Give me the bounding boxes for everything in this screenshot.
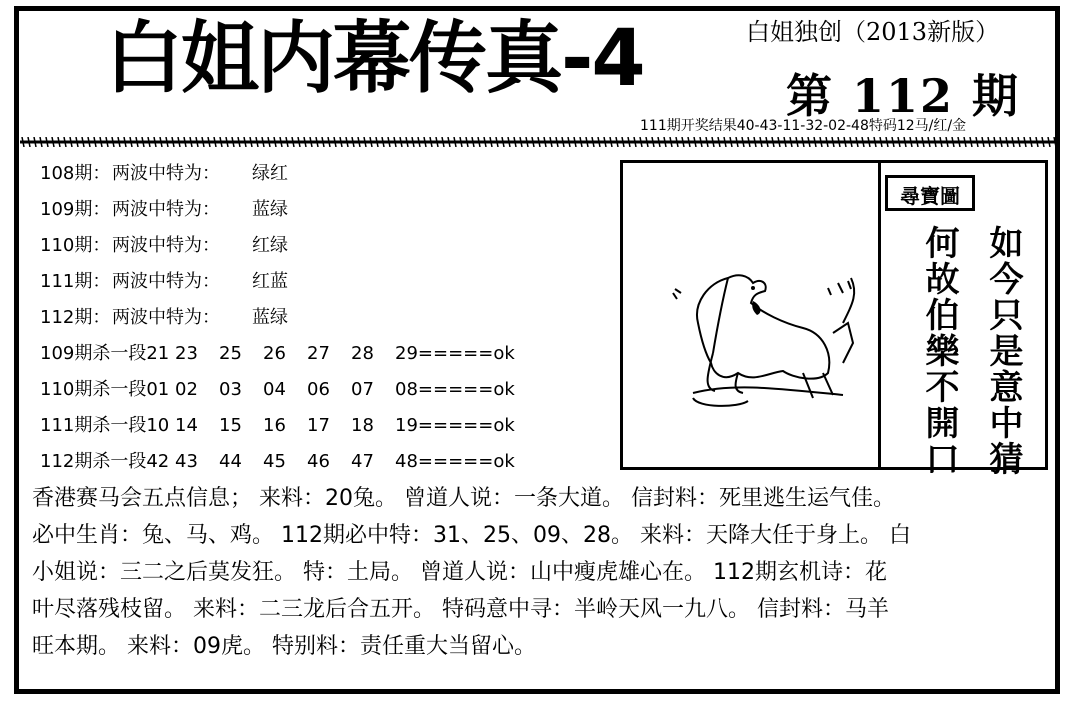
info-paragraph bbox=[32, 480, 1042, 665]
kill-num: 28 bbox=[351, 343, 374, 364]
wave-label: 两波中特为： bbox=[112, 235, 220, 256]
kill-last: 29=====ok bbox=[395, 343, 515, 364]
poem-text: 如今只是意中猜 bbox=[983, 225, 1023, 477]
paragraph-line: 必中生肖：兔、马、鸡。 112期必中特：31、25、09、28。 来料：天降大任于身上。 白 bbox=[32, 523, 911, 548]
kill-num: 07 bbox=[351, 379, 374, 400]
wave-issue: 111期： bbox=[40, 271, 111, 292]
poem-left-column bbox=[921, 225, 961, 477]
kill-num: 02 bbox=[175, 379, 198, 400]
poem-text: 何故伯樂不開口 bbox=[919, 225, 959, 477]
kill-num: 17 bbox=[307, 415, 330, 436]
kill-row bbox=[40, 408, 515, 444]
edition-tag: 白姐独创（2013新版） bbox=[746, 18, 1000, 46]
kill-label: 111期杀一段10 bbox=[40, 415, 170, 436]
kill-num: 03 bbox=[219, 379, 242, 400]
kill-label: 112期杀一段42 bbox=[40, 451, 170, 472]
wave-issue: 110期： bbox=[40, 235, 111, 256]
kill-num: 26 bbox=[263, 343, 286, 364]
kill-last: 08=====ok bbox=[395, 379, 515, 400]
kill-num: 18 bbox=[351, 415, 374, 436]
kill-row bbox=[40, 372, 515, 408]
kill-num: 46 bbox=[307, 451, 330, 472]
paragraph-line: 小姐说：三二之后莫发狂。 特：土局。 曾道人说：山中瘦虎雄心在。 112期玄机诗：花 bbox=[32, 560, 887, 585]
wave-row bbox=[40, 192, 515, 228]
kill-label: 109期杀一段21 bbox=[40, 343, 170, 364]
treasure-picture-box bbox=[620, 160, 1048, 477]
barbed-divider bbox=[20, 137, 1056, 147]
kill-num: 45 bbox=[263, 451, 286, 472]
kill-last: 48=====ok bbox=[395, 451, 515, 472]
wave-label: 两波中特为： bbox=[112, 271, 220, 292]
picture-divider bbox=[878, 163, 881, 467]
paragraph-line: 旺本期。 来料：09虎。 特别料：责任重大当留心。 bbox=[32, 634, 536, 659]
kill-last: 19=====ok bbox=[395, 415, 515, 436]
kill-num: 15 bbox=[219, 415, 242, 436]
wave-row bbox=[40, 156, 515, 192]
kill-num: 14 bbox=[175, 415, 198, 436]
wave-list bbox=[40, 156, 515, 480]
wave-label: 两波中特为： bbox=[112, 307, 220, 328]
kill-row bbox=[40, 444, 515, 480]
wave-issue: 112期： bbox=[40, 307, 111, 328]
paragraph-line: 香港赛马会五点信息； 来料：20兔。 曾道人说：一条大道。 信封料：死里逃生运气佳。 bbox=[32, 486, 895, 511]
wave-value: 红绿 bbox=[252, 235, 288, 256]
paragraph-line: 叶尽落残枝留。 来料：二三龙后合五开。 特码意中寻：半岭天风一九八。 信封料：马羊 bbox=[32, 597, 889, 622]
last-result: 111期开奖结果40-43-11-32-02-48特码12马/红/金 bbox=[640, 118, 967, 134]
wave-row bbox=[40, 264, 515, 300]
poem-right-column bbox=[985, 225, 1025, 477]
kill-num: 06 bbox=[307, 379, 330, 400]
dog-illustration bbox=[653, 223, 873, 417]
kill-row bbox=[40, 336, 515, 372]
kill-label: 110期杀一段01 bbox=[40, 379, 170, 400]
kill-num: 23 bbox=[175, 343, 198, 364]
kill-num: 04 bbox=[263, 379, 286, 400]
wave-issue: 109期： bbox=[40, 199, 111, 220]
kill-num: 27 bbox=[307, 343, 330, 364]
kill-num: 44 bbox=[219, 451, 242, 472]
wave-value: 蓝绿 bbox=[252, 307, 288, 328]
wave-value: 红蓝 bbox=[252, 271, 288, 292]
wave-issue: 108期： bbox=[40, 163, 111, 184]
wave-label: 两波中特为： bbox=[112, 163, 220, 184]
page-title: 白姐内幕传真-4 bbox=[105, 14, 644, 104]
wave-row bbox=[40, 300, 515, 336]
kill-num: 16 bbox=[263, 415, 286, 436]
wave-label: 两波中特为： bbox=[112, 199, 220, 220]
kill-num: 47 bbox=[351, 451, 374, 472]
kill-num: 43 bbox=[175, 451, 198, 472]
kill-num: 25 bbox=[219, 343, 242, 364]
wave-value: 绿红 bbox=[252, 163, 288, 184]
treasure-label: 尋寶圖 bbox=[885, 175, 975, 211]
wave-row bbox=[40, 228, 515, 264]
wave-value: 蓝绿 bbox=[252, 199, 288, 220]
issue-number: 第 112 期 bbox=[786, 69, 1021, 123]
